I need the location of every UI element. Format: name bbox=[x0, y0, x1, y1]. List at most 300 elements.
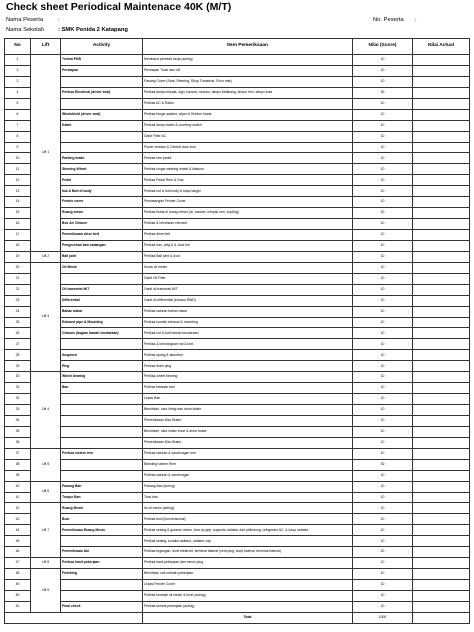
score-cell: 10 bbox=[353, 197, 413, 208]
actual-score-input-cell[interactable] bbox=[413, 120, 470, 131]
activity-cell bbox=[61, 98, 143, 109]
table-row bbox=[5, 219, 470, 230]
score-cell: 10 bbox=[353, 65, 413, 76]
score-cell: 10 bbox=[353, 273, 413, 284]
actual-score-input-cell[interactable] bbox=[413, 273, 470, 284]
score-cell: 10 bbox=[353, 175, 413, 186]
table-body bbox=[5, 55, 470, 624]
actual-score-input-cell[interactable] bbox=[413, 131, 470, 142]
row-number: 49 bbox=[5, 580, 31, 591]
row-number: 5 bbox=[5, 98, 31, 109]
score-cell: 10 bbox=[353, 109, 413, 120]
actual-score-input-cell[interactable] bbox=[413, 426, 470, 437]
row-number: 46 bbox=[5, 547, 31, 558]
row-number: 51 bbox=[5, 601, 31, 612]
lift-group-label: Lift 6 bbox=[31, 481, 61, 503]
score-cell: 10 bbox=[353, 514, 413, 525]
column-header-lift: Lift bbox=[31, 39, 61, 55]
actual-score-input-cell[interactable] bbox=[413, 569, 470, 580]
item-cell: Lepas Fender Cover bbox=[143, 580, 353, 591]
score-cell: 10 bbox=[353, 405, 413, 416]
activity-cell: Oli Mesin bbox=[61, 262, 143, 273]
item-cell: Ganti Filter AC bbox=[143, 131, 353, 142]
total-score: 1000 bbox=[353, 612, 413, 623]
row-number: 29 bbox=[5, 361, 31, 372]
activity-cell: Terima PKB bbox=[61, 55, 143, 66]
item-cell: Ganti oli transmisi M/T bbox=[143, 284, 353, 295]
row-number: 45 bbox=[5, 536, 31, 547]
score-cell: 20 bbox=[353, 208, 413, 219]
table-row bbox=[5, 415, 470, 426]
column-header-score: Nilai (Score) bbox=[353, 39, 413, 55]
actual-score-input-cell[interactable] bbox=[413, 65, 470, 76]
table-row bbox=[5, 131, 470, 142]
activity-cell bbox=[61, 131, 143, 142]
activity-cell: Ball joint bbox=[61, 251, 143, 262]
item-cell: Periksa fluida di ruang mesin (oli, washer, minyak rem, kopling) bbox=[143, 208, 353, 219]
total-actual-cell[interactable] bbox=[413, 612, 470, 623]
item-cell: Pemeriksaan Disc Brake bbox=[143, 437, 353, 448]
table-row bbox=[5, 405, 470, 416]
table-row bbox=[5, 569, 470, 580]
row-number: 14 bbox=[5, 197, 31, 208]
item-cell: Ganti oli differential (khusus RWD) bbox=[143, 295, 353, 306]
total-row bbox=[5, 612, 470, 623]
table-row bbox=[5, 317, 470, 328]
item-cell: Periksa hasil pekerjaan dan mesin plug bbox=[143, 558, 353, 569]
actual-score-input-cell[interactable] bbox=[413, 580, 470, 591]
column-header-item: Item Pemeriksaan bbox=[143, 39, 353, 55]
actual-score-input-cell[interactable] bbox=[413, 175, 470, 186]
table-row bbox=[5, 437, 470, 448]
table-row bbox=[5, 55, 470, 66]
actual-score-input-cell[interactable] bbox=[413, 109, 470, 120]
row-number: 22 bbox=[5, 284, 31, 295]
actual-score-input-cell[interactable] bbox=[413, 328, 470, 339]
actual-score-input-cell[interactable] bbox=[413, 76, 470, 87]
table-row bbox=[5, 601, 470, 612]
score-cell: 10 bbox=[353, 306, 413, 317]
row-number: 32 bbox=[5, 394, 31, 405]
score-cell: 10 bbox=[353, 328, 413, 339]
actual-score-input-cell[interactable] bbox=[413, 459, 470, 470]
row-number: 7 bbox=[5, 120, 31, 131]
score-cell: 10 bbox=[353, 153, 413, 164]
score-cell: 30 bbox=[353, 87, 413, 98]
score-cell: 10 bbox=[353, 569, 413, 580]
column-header-activity: Activity bbox=[61, 39, 143, 55]
table-row bbox=[5, 186, 470, 197]
item-cell: Pasang Ban (acting) bbox=[143, 481, 353, 492]
column-header-actual: Nilai Actual bbox=[413, 39, 470, 55]
activity-cell bbox=[61, 536, 143, 547]
row-number: 15 bbox=[5, 208, 31, 219]
actual-score-input-cell[interactable] bbox=[413, 219, 470, 230]
row-number: 48 bbox=[5, 569, 31, 580]
actual-score-input-cell[interactable] bbox=[413, 405, 470, 416]
row-number: 16 bbox=[5, 219, 31, 230]
activity-cell: Bahan bakar bbox=[61, 306, 143, 317]
item-cell: Periksa drive belt bbox=[143, 230, 353, 241]
actual-score-input-cell[interactable] bbox=[413, 240, 470, 251]
activity-cell: Periksa sistem rem bbox=[61, 448, 143, 459]
table-row bbox=[5, 590, 470, 601]
item-cell: Periksa lampu kepala, sign, hazard, mundur, lampu belakang, lampu rem, lampu kota bbox=[143, 87, 353, 98]
lift-group-label: Lift 9 bbox=[31, 569, 61, 613]
item-cell: Periksa Pedal Rem & Gas bbox=[143, 175, 353, 186]
score-cell: 10 bbox=[353, 262, 413, 273]
score-cell: 10 bbox=[353, 426, 413, 437]
score-cell: 10 bbox=[353, 448, 413, 459]
actual-score-input-cell[interactable] bbox=[413, 230, 470, 241]
score-cell: 10 bbox=[353, 383, 413, 394]
score-cell: 10 bbox=[353, 590, 413, 601]
score-cell: 10 bbox=[353, 492, 413, 503]
score-cell: 10 bbox=[353, 317, 413, 328]
table-row bbox=[5, 339, 470, 350]
total-label: Total bbox=[143, 612, 353, 623]
item-cell: Periksa saluran bahan bakar bbox=[143, 306, 353, 317]
table-row bbox=[5, 109, 470, 120]
score-cell: 10 bbox=[353, 55, 413, 66]
item-cell: Periksa selang, kondisi radiator, radiator cap bbox=[143, 536, 353, 547]
actual-score-input-cell[interactable] bbox=[413, 306, 470, 317]
actual-score-input-cell[interactable] bbox=[413, 415, 470, 426]
row-number: 10 bbox=[5, 153, 31, 164]
row-number: 3 bbox=[5, 76, 31, 87]
score-cell: 10 bbox=[353, 98, 413, 109]
item-cell: Periksa tegangan, level elektrolit, terminal baterai (vent plug, body baterai, terminal baterai) bbox=[143, 547, 353, 558]
peserta-colon: : bbox=[58, 17, 60, 23]
actual-score-input-cell[interactable] bbox=[413, 470, 470, 481]
actual-score-input-cell[interactable] bbox=[413, 372, 470, 383]
table-row bbox=[5, 153, 470, 164]
item-cell: Bersihkan, ukur lining dan drum brake bbox=[143, 405, 353, 416]
table-row bbox=[5, 120, 470, 131]
score-cell: 20 bbox=[353, 547, 413, 558]
score-cell: 10 bbox=[353, 394, 413, 405]
item-cell: Pemasangan Fender Cover bbox=[143, 197, 353, 208]
actual-score-input-cell[interactable] bbox=[413, 590, 470, 601]
activity-cell bbox=[61, 142, 143, 153]
item-cell: Periksa Ball joint & boot bbox=[143, 251, 353, 262]
table-row bbox=[5, 383, 470, 394]
table-row bbox=[5, 284, 470, 295]
score-cell: 10 bbox=[353, 219, 413, 230]
table-row bbox=[5, 547, 470, 558]
item-cell: Pemeriksaan Disc Brake bbox=[143, 415, 353, 426]
score-cell: 10 bbox=[353, 580, 413, 591]
lift-group-label: Lift 4 bbox=[31, 372, 61, 449]
actual-score-input-cell[interactable] bbox=[413, 142, 470, 153]
actual-score-input-cell[interactable] bbox=[413, 536, 470, 547]
row-number: 39 bbox=[5, 470, 31, 481]
activity-cell: Kabin bbox=[61, 120, 143, 131]
lift-group-label: Lift 5 bbox=[31, 448, 61, 481]
row-number: 17 bbox=[5, 230, 31, 241]
activity-cell: Periksa hasil pekerjaan bbox=[61, 558, 143, 569]
table-row bbox=[5, 503, 470, 514]
activity-cell: Pengecekan ban cadangan bbox=[61, 240, 143, 251]
score-cell: 10 bbox=[353, 142, 413, 153]
item-cell: Periksa & bersihkan element bbox=[143, 219, 353, 230]
table-row bbox=[5, 448, 470, 459]
actual-score-input-cell[interactable] bbox=[413, 87, 470, 98]
item-cell: Periksa & kencangkan nut & bolt bbox=[143, 339, 353, 350]
actual-score-input-cell[interactable] bbox=[413, 503, 470, 514]
item-cell: Bleeding sistem Rem bbox=[143, 459, 353, 470]
activity-cell: Fender cover bbox=[61, 197, 143, 208]
item-cell: Periksa selang & gotaran mesin, bow sp gep, supports radiator dan pelindung, refrigerant AC, & tutup radiator bbox=[143, 525, 353, 536]
score-cell: 10 bbox=[353, 284, 413, 295]
row-number: 43 bbox=[5, 514, 31, 525]
activity-cell: Pemeriksaan Aki bbox=[61, 547, 143, 558]
actual-score-input-cell[interactable] bbox=[413, 350, 470, 361]
no-peserta-colon: : bbox=[415, 17, 417, 23]
table-row bbox=[5, 230, 470, 241]
table-row bbox=[5, 536, 470, 547]
activity-cell: Wheel bearing bbox=[61, 372, 143, 383]
activity-cell bbox=[61, 394, 143, 405]
row-number: 13 bbox=[5, 186, 31, 197]
table-row bbox=[5, 65, 470, 76]
table-row bbox=[5, 240, 470, 251]
item-cell: Periksa tekanan ban bbox=[143, 383, 353, 394]
table-row bbox=[5, 525, 470, 536]
item-cell: Periksa rem parkir bbox=[143, 153, 353, 164]
activity-cell: Box Air Cleaner bbox=[61, 219, 143, 230]
table-row bbox=[5, 481, 470, 492]
actual-score-input-cell[interactable] bbox=[413, 251, 470, 262]
activity-cell: Pemeriksaan Ruang Mesin bbox=[61, 525, 143, 536]
actual-score-input-cell[interactable] bbox=[413, 601, 470, 612]
lift-group-label: Lift 3 bbox=[31, 262, 61, 371]
actual-score-input-cell[interactable] bbox=[413, 361, 470, 372]
activity-cell: Torque Ban bbox=[61, 492, 143, 503]
row-number: 6 bbox=[5, 109, 31, 120]
table-row bbox=[5, 273, 470, 284]
table-row bbox=[5, 470, 470, 481]
no-peserta-label: No. Peserta bbox=[373, 17, 404, 23]
item-cell: Periksa wheel bearing bbox=[143, 372, 353, 383]
item-cell: Periksa fungsi washer, wiper & Rubber blade bbox=[143, 109, 353, 120]
item-cell: Periksa fungsi steering wheel & klakson bbox=[143, 164, 353, 175]
activity-cell: Exhaust pipe & Mounting bbox=[61, 317, 143, 328]
row-number: 11 bbox=[5, 164, 31, 175]
actual-score-input-cell[interactable] bbox=[413, 492, 470, 503]
actual-score-input-cell[interactable] bbox=[413, 98, 470, 109]
lift-group-label: Lift 1 bbox=[31, 55, 61, 252]
row-number: 8 bbox=[5, 131, 31, 142]
row-number: 25 bbox=[5, 317, 31, 328]
lift-group-label: Lift 2 bbox=[31, 251, 61, 262]
table-row bbox=[5, 208, 470, 219]
table-header-row bbox=[5, 39, 470, 55]
row-number: 2 bbox=[5, 65, 31, 76]
actual-score-input-cell[interactable] bbox=[413, 514, 470, 525]
item-cell: Periksa kondisi exhaust & mounting bbox=[143, 317, 353, 328]
row-number: 31 bbox=[5, 383, 31, 394]
activity-cell: Periksa Electrical (driver seat) bbox=[61, 87, 143, 98]
table-row bbox=[5, 87, 470, 98]
lift-group-label: Lift 7 bbox=[31, 503, 61, 558]
row-number: 20 bbox=[5, 262, 31, 273]
item-cell: Periksa ban, velg & & Jack tire bbox=[143, 240, 353, 251]
score-cell: 10 bbox=[353, 536, 413, 547]
page-title: Check sheet Periodical Maintenace 40K (M/T) bbox=[6, 1, 232, 13]
table-row bbox=[5, 142, 470, 153]
row-number: 12 bbox=[5, 175, 31, 186]
row-number: 23 bbox=[5, 295, 31, 306]
score-cell: 10 bbox=[353, 558, 413, 569]
row-number: 33 bbox=[5, 405, 31, 416]
row-number: 18 bbox=[5, 240, 31, 251]
item-cell: Periksa saluran & sambungan bbox=[143, 470, 353, 481]
actual-score-input-cell[interactable] bbox=[413, 186, 470, 197]
table-row bbox=[5, 459, 470, 470]
activity-cell bbox=[61, 415, 143, 426]
table-row bbox=[5, 361, 470, 372]
activity-cell bbox=[61, 76, 143, 87]
sekolah-label: Nama Sekolah bbox=[6, 27, 45, 33]
item-cell: Kuras oli mesin bbox=[143, 262, 353, 273]
item-cell: Periksa nut & bolt body & tutup tangki bbox=[143, 186, 353, 197]
table-row bbox=[5, 372, 470, 383]
item-cell: Membaca perintah kerja (acting) bbox=[143, 55, 353, 66]
activity-cell: Pasang Ban bbox=[61, 481, 143, 492]
item-cell: Periksa lampu kabin & courtesy switch bbox=[143, 120, 353, 131]
activity-cell: Ruang mesin bbox=[61, 208, 143, 219]
item-cell: Persiapan Tools dan Lift bbox=[143, 65, 353, 76]
table-row bbox=[5, 295, 470, 306]
actual-score-input-cell[interactable] bbox=[413, 547, 470, 558]
row-number: 37 bbox=[5, 448, 31, 459]
actual-score-input-cell[interactable] bbox=[413, 284, 470, 295]
actual-score-input-cell[interactable] bbox=[413, 317, 470, 328]
actual-score-input-cell[interactable] bbox=[413, 437, 470, 448]
activity-cell: Oli transmisi M/T bbox=[61, 284, 143, 295]
score-cell: 30 bbox=[353, 459, 413, 470]
activity-cell bbox=[61, 426, 143, 437]
item-cell: Periksa AC & Radio bbox=[143, 98, 353, 109]
sekolah-value: : SMK Penida 2 Katapang bbox=[58, 27, 128, 33]
item-cell: Power window & Central door lock bbox=[143, 142, 353, 153]
activity-cell: Plug bbox=[61, 361, 143, 372]
activity-cell: Steering Wheel bbox=[61, 164, 143, 175]
item-cell: Periksa kembali oli mesin & level (acting) bbox=[143, 590, 353, 601]
activity-cell bbox=[61, 405, 143, 416]
total-spacer bbox=[5, 612, 143, 623]
table-row bbox=[5, 514, 470, 525]
score-cell: 10 bbox=[353, 76, 413, 87]
score-cell: 10 bbox=[353, 481, 413, 492]
row-number: 9 bbox=[5, 142, 31, 153]
actual-score-input-cell[interactable] bbox=[413, 197, 470, 208]
score-cell: 10 bbox=[353, 415, 413, 426]
row-number: 19 bbox=[5, 251, 31, 262]
actual-score-input-cell[interactable] bbox=[413, 383, 470, 394]
score-cell: 10 bbox=[353, 251, 413, 262]
item-cell: Periksa semua pekerjaan (acting) bbox=[143, 601, 353, 612]
activity-cell bbox=[61, 273, 143, 284]
score-cell: 10 bbox=[353, 361, 413, 372]
row-number: 1 bbox=[5, 55, 31, 66]
actual-score-input-cell[interactable] bbox=[413, 262, 470, 273]
item-cell: Periksa spring & absorber bbox=[143, 350, 353, 361]
score-cell: 10 bbox=[353, 601, 413, 612]
score-cell: 10 bbox=[353, 230, 413, 241]
row-number: 4 bbox=[5, 87, 31, 98]
score-cell: 10 bbox=[353, 525, 413, 536]
item-cell: Periksa drain plug bbox=[143, 361, 353, 372]
activity-cell: Windshield (driver seat) bbox=[61, 109, 143, 120]
row-number: 38 bbox=[5, 459, 31, 470]
row-number: 47 bbox=[5, 558, 31, 569]
item-cell: Torsi ban bbox=[143, 492, 353, 503]
score-cell: 10 bbox=[353, 503, 413, 514]
actual-score-input-cell[interactable] bbox=[413, 295, 470, 306]
activity-cell: Parking brake bbox=[61, 153, 143, 164]
activity-cell: Nut & Bolt di body bbox=[61, 186, 143, 197]
score-cell: 10 bbox=[353, 350, 413, 361]
actual-score-input-cell[interactable] bbox=[413, 481, 470, 492]
actual-score-input-cell[interactable] bbox=[413, 339, 470, 350]
item-cell: Ganti Oil Filter bbox=[143, 273, 353, 284]
row-number: 50 bbox=[5, 590, 31, 601]
actual-score-input-cell[interactable] bbox=[413, 164, 470, 175]
item-cell: Lepas Ban bbox=[143, 394, 353, 405]
score-cell: 10 bbox=[353, 240, 413, 251]
item-cell: Bersihkan unit setelah pekerjaan bbox=[143, 569, 353, 580]
actual-score-input-cell[interactable] bbox=[413, 153, 470, 164]
table-row bbox=[5, 175, 470, 186]
score-cell: 10 bbox=[353, 164, 413, 175]
peserta-label: Nama Peserta bbox=[6, 17, 44, 23]
score-cell: 10 bbox=[353, 186, 413, 197]
row-number: 34 bbox=[5, 415, 31, 426]
activity-cell: Pedal bbox=[61, 175, 143, 186]
activity-cell bbox=[61, 339, 143, 350]
actual-score-input-cell[interactable] bbox=[413, 394, 470, 405]
checklist-table bbox=[4, 38, 470, 624]
item-cell: Periksa busi (konvensional) bbox=[143, 514, 353, 525]
actual-score-input-cell[interactable] bbox=[413, 558, 470, 569]
activity-cell bbox=[61, 459, 143, 470]
table-row bbox=[5, 394, 470, 405]
row-number: 41 bbox=[5, 492, 31, 503]
table-row bbox=[5, 426, 470, 437]
actual-score-input-cell[interactable] bbox=[413, 448, 470, 459]
column-header-no: No bbox=[5, 39, 31, 55]
row-number: 35 bbox=[5, 426, 31, 437]
item-cell: Pasang Cover (Seat, Steering, Shop Transmisi, Floor mat) bbox=[143, 76, 353, 87]
actual-score-input-cell[interactable] bbox=[413, 525, 470, 536]
table-row bbox=[5, 251, 470, 262]
actual-score-input-cell[interactable] bbox=[413, 55, 470, 66]
item-cell: Isi oli mesin (acting) bbox=[143, 503, 353, 514]
activity-cell bbox=[61, 437, 143, 448]
table-row bbox=[5, 492, 470, 503]
actual-score-input-cell[interactable] bbox=[413, 208, 470, 219]
lift-group-label: Lift 8 bbox=[31, 558, 61, 569]
score-cell: 10 bbox=[353, 372, 413, 383]
table-row bbox=[5, 197, 470, 208]
row-number: 30 bbox=[5, 372, 31, 383]
activity-cell bbox=[61, 580, 143, 591]
activity-cell: Persiapan bbox=[61, 65, 143, 76]
row-number: 42 bbox=[5, 503, 31, 514]
activity-cell: Pemeriksaan drive belt bbox=[61, 230, 143, 241]
